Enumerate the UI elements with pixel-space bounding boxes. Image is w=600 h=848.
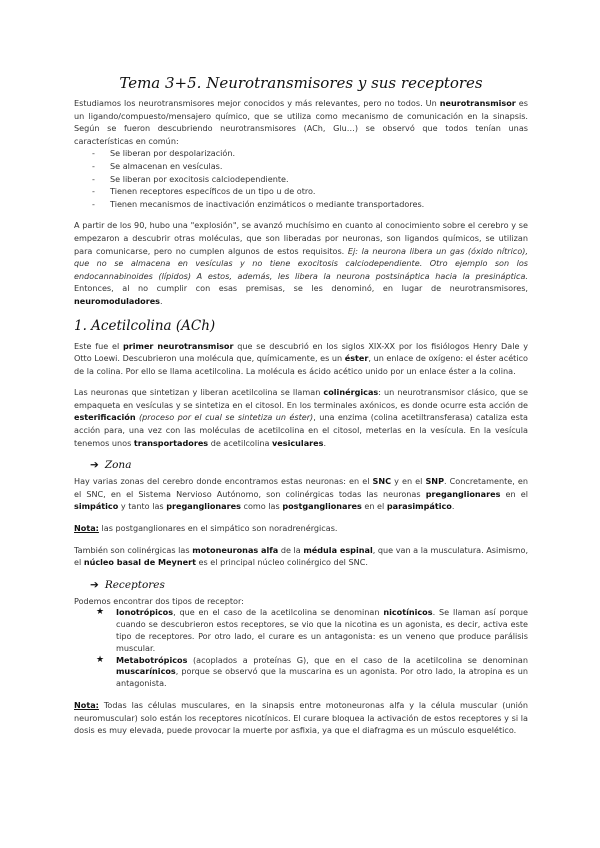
zona-note: Nota: las postganglionares en el simpático son noradrenérgicas. (74, 523, 338, 534)
section-heading-acetilcolina: 1. Acetilcolina (ACh) (74, 317, 216, 334)
list-item: - Se liberan por exocitosis calciodependiente. (92, 173, 528, 186)
intro-paragraph: Estudiamos los neurotransmisores mejor conocidos y más relevantes, pero no todos. Un neurotransmisor es un ligando/compuesto/mensajero químico, que se utiliza como mecanismo de comunicación en la sinapsis. Según se fueron descubriendo neurotransmisores (ACh, Glu…) se observó que todos tenían unas características en común: (74, 98, 528, 146)
page-title: Tema 3+5. Neurotransmisores y sus receptores (119, 74, 483, 92)
list-item: - Tienen mecanismos de inactivación enzimáticos o mediante transportadores. (92, 198, 528, 211)
subheading-zona: ➔ Zona (90, 459, 132, 472)
cholinergic-paragraph: Las neuronas que sintetizan y liberan acetilcolina se llaman colinérgicas: un neurotransmisor clásico, que se empaqueta en vesículas y se sintetiza en el citosol. En los terminales axónicos, es donde ocurre esta acción de esterificación (proceso por el cual se sintetiza un éster), una enzima (colina acetiltransferasa) cataliza esta acción para, una vez con las moléculas de acetilcolina en el citosol, meterlas en la vesícula. En la vesícula tenemos unos transportadores de acetilcolina vesiculares. (74, 387, 528, 448)
motoneuron-paragraph: También son colinérgicas las motoneuronas alfa de la médula espinal, que van a la musculatura. Asimismo, el núcleo basal de Meynert es el principal núcleo colinérgico del SNC. (74, 544, 529, 568)
list-item-metabotropicos: ★ Metabotrópicos (acoplados a proteínas G), que en el caso de la acetilcolina se denominan muscarínicos, porque se observó que la muscarina es un agonista. Por otro lado, la atropina es un antagonista. (96, 655, 528, 690)
neuromodulators-paragraph: A partir de los 90, hubo una "explosión", se avanzó muchísimo en cuanto al conocimiento sobre el cerebro y se empezaron a descubrir otras moléculas, que son liberadas por neuronas, son ligandos químicos, se utilizan para comunicarse, pero no cumplen algunos de estos requisitos. Ej: la neurona libera un gas (óxido nítrico), que no se almacena en vesículas y no tiene exocitosis calciodependiente. Otro ejemplo son los endocannabinoides (lípidos) A estos, además, les libera la neurona postsináptica hacia la presináptica. Entonces, al no cumplir con esas premisas, se les denominó, en lugar de neurotransmisores, neuromoduladores. (74, 220, 529, 306)
zona-paragraph: Hay varias zonas del cerebro donde encontramos estas neuronas: en el SNC y en el SNP. Concretamente, en el SNC, en el Sistema Nervioso Autónomo, son colinérgicas todas las neuronas preganglionares en el simpático y tanto las preganglionares como las postganglionares en el parasimpático. (74, 476, 528, 512)
characteristics-list (74, 147, 528, 210)
subheading-receptores: ➔ Receptores (90, 578, 165, 591)
receptores-note: Nota: Todas las células musculares, en la sinapsis entre motoneuronas alfa y la célula muscular (unión neuromuscular) solo están los receptores nicotínicos. El curare bloquea la activación de estos receptores y si la dosis es muy elevada, puede provocar la muerte por asfixia, ya que el diafragma es un músculo esquelético. (74, 699, 528, 736)
ach-discovery-paragraph: Este fue el primer neurotransmisor que se descubrió en los siglos XIX-XX por los fisiólogos Henry Dale y Otto Loewi. Descubrieron una molécula que, químicamente, es un éster, un enlace de oxígeno: el éster acético de la colina. Por ello se llama acetilcolina. La molécula es ácido acético unido por un enlace éster a la colina. (74, 340, 529, 376)
receptores-intro: Podemos encontrar dos tipos de receptor: (74, 595, 244, 606)
arrow-right-icon: ➔ (90, 578, 99, 591)
list-item: - Tienen receptores específicos de un tipo u de otro. (92, 185, 528, 198)
list-item-ionotropicos: ★ Ionotrópicos, que en el caso de la acetilcolina se denominan nicotínicos. Se llaman así porque cuando se descubrieron estos receptores, se vio que la nicotina es un agonista, es decir, activa este tipo de receptores. Por otro lado, el curare es un antagonista: es un veneno que produce parálisis muscular. (96, 607, 528, 654)
list-item: - Se liberan por despolarización. (92, 147, 528, 160)
arrow-right-icon: ➔ (90, 459, 99, 472)
document-page (74, 74, 528, 737)
list-item: - Se almacenan en vesículas. (92, 160, 528, 173)
receptor-types-list (74, 607, 528, 690)
